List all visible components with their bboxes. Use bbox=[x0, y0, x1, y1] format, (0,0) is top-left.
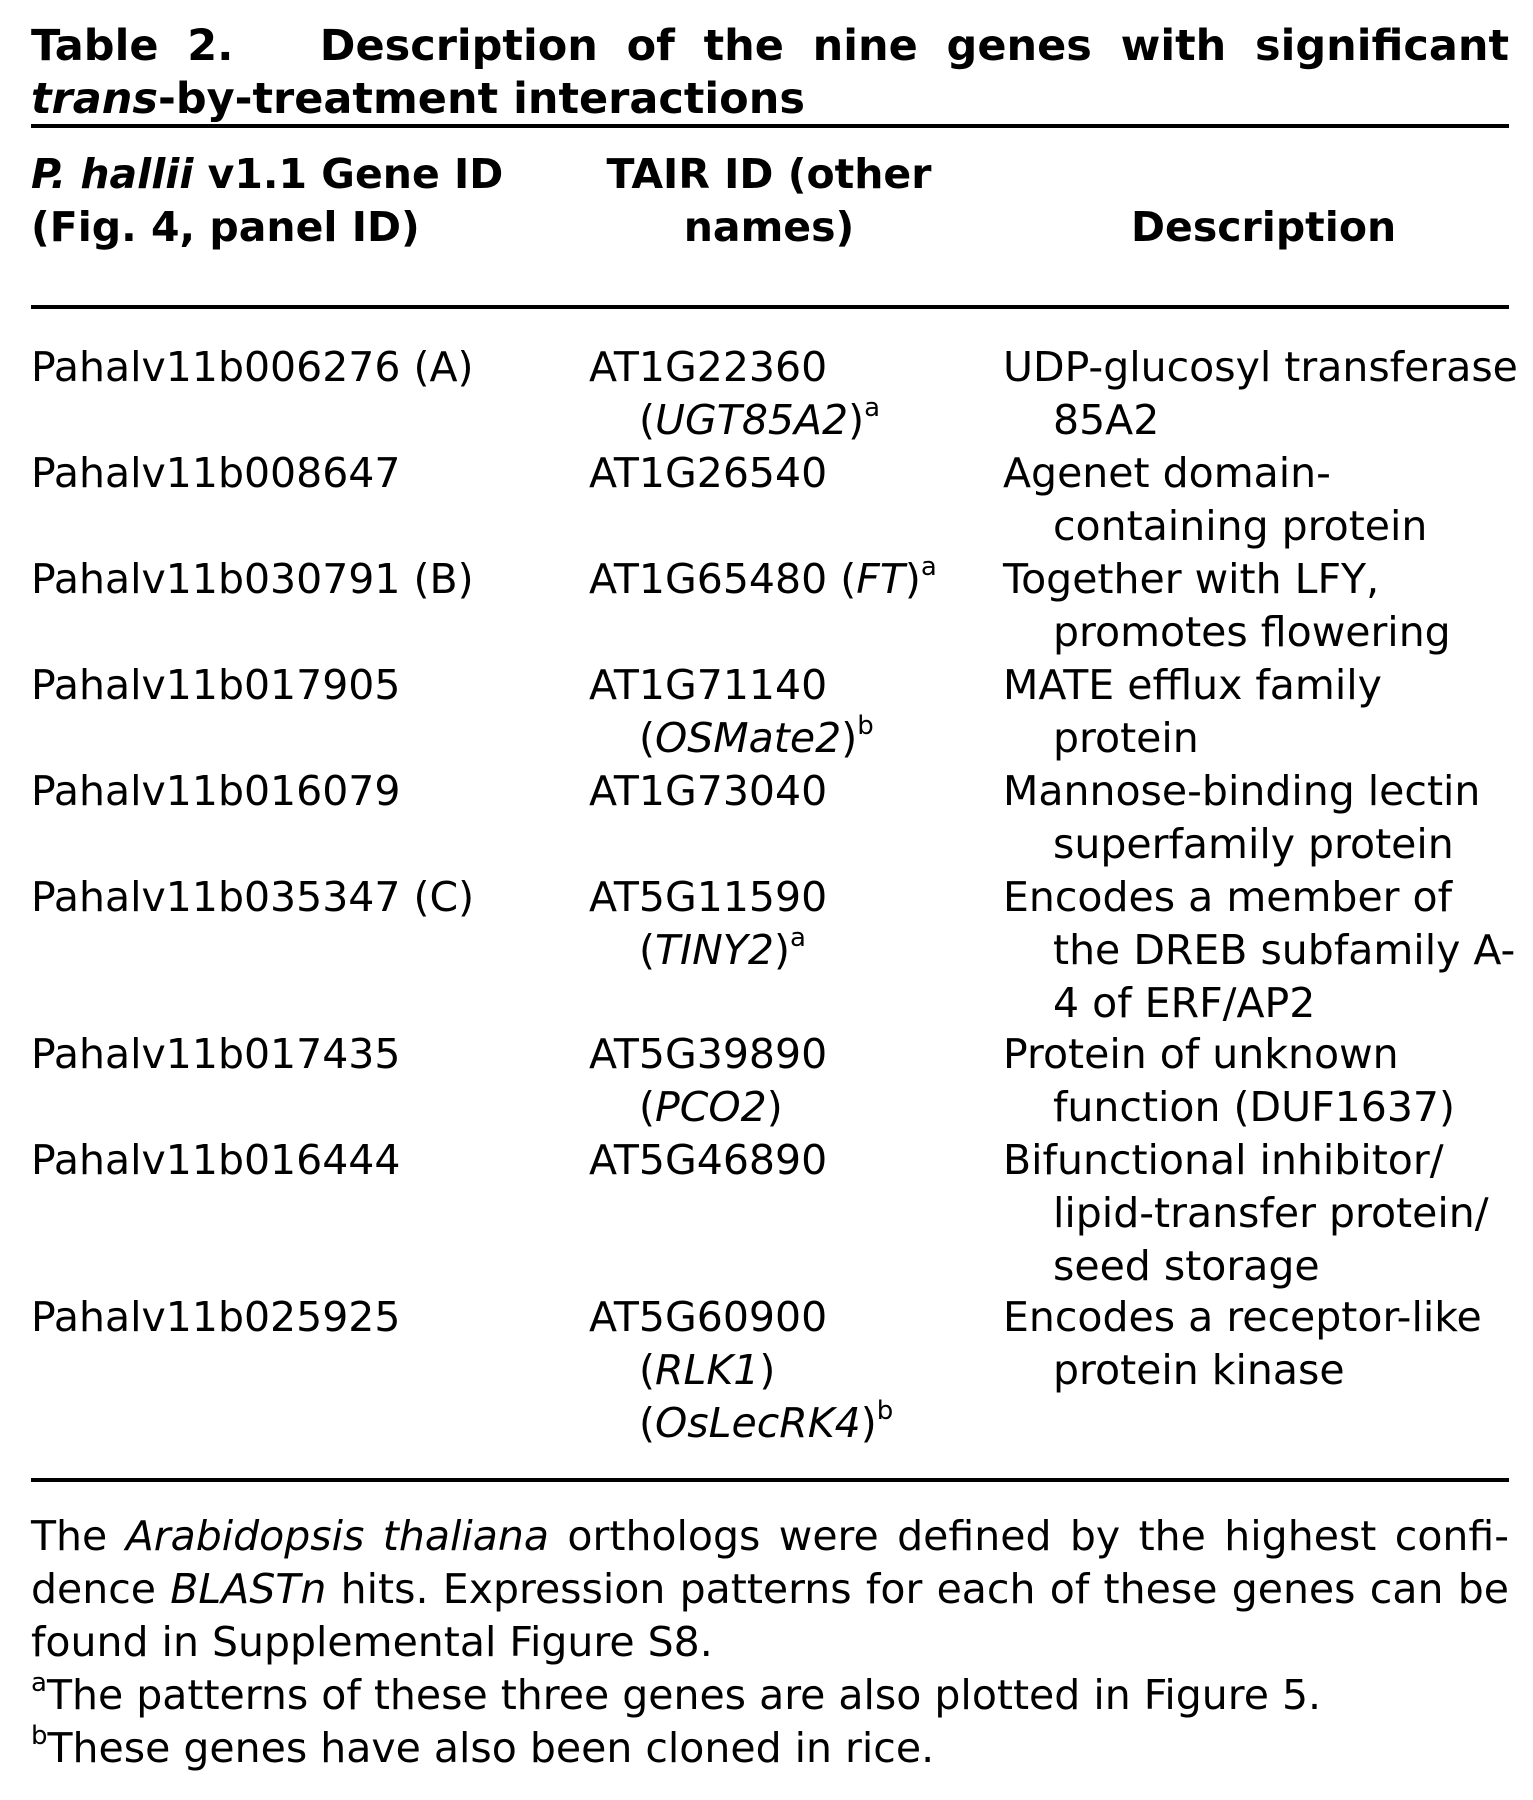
title-text: Description of the nine genes with significant bbox=[319, 21, 1509, 71]
header-species: P. hallii bbox=[31, 150, 194, 198]
tair-id: AT5G39890 bbox=[589, 1030, 828, 1078]
tair-id-cell bbox=[589, 1028, 827, 1134]
tair-alias: (OSMate2)$^b$ bbox=[639, 711, 874, 762]
tair-id-cell bbox=[589, 1134, 827, 1187]
tair-id: AT5G46890 bbox=[589, 1136, 828, 1184]
footnote-b-marker: b bbox=[31, 1721, 48, 1751]
header-tair-line2: names) bbox=[683, 203, 855, 251]
tair-id-cell bbox=[589, 871, 827, 977]
footnote-b: $^b$These genes have also been cloned in rice. bbox=[31, 1721, 935, 1772]
header-description: Description bbox=[1131, 203, 1397, 251]
header-gene-id-line2: (Fig. 4, panel ID) bbox=[31, 203, 420, 251]
description-cell: UDP-glucosyl transferase 85A2 bbox=[1003, 343, 1518, 444]
gene-id: Pahalv11b030791 (B) bbox=[31, 555, 474, 603]
gene-id: Pahalv11b035347 (C) bbox=[31, 873, 475, 921]
tair-id: AT1G22360 bbox=[589, 343, 828, 391]
gene-id: Pahalv11b025925 bbox=[31, 1293, 401, 1341]
footnote-main: The Arabidopsis thaliana orthologs were defined by the highest confi-dence BLASTn hits. Expression patterns for each of these genes can be found in Supplemental Figure S8. bbox=[31, 1512, 1510, 1666]
tair-alias: (PCO2) bbox=[639, 1083, 783, 1131]
tair-id: AT5G11590 bbox=[589, 873, 828, 921]
tair-id: AT1G71140 bbox=[589, 661, 828, 709]
tair-id-cell bbox=[589, 1291, 893, 1450]
table-title bbox=[31, 20, 1509, 126]
table-container bbox=[31, 20, 1518, 1772]
header-gene-id bbox=[31, 148, 503, 254]
bottom-rule bbox=[31, 1478, 1509, 1482]
description-cell: Protein of unknown function (DUF1637) bbox=[1003, 1030, 1456, 1131]
tair-id-cell bbox=[589, 659, 874, 765]
tair-id-cell bbox=[589, 765, 827, 818]
header-gene-id-line1: v1.1 Gene ID bbox=[193, 150, 504, 198]
header-tair-id bbox=[589, 148, 949, 254]
tair-id-cell bbox=[589, 341, 880, 447]
tair-alias: (RLK1) bbox=[639, 1346, 776, 1394]
description-cell: Agenet domain- containing protein bbox=[1003, 449, 1428, 550]
description-cell: MATE efflux family protein bbox=[1003, 661, 1382, 762]
table-label: Table 2. bbox=[31, 21, 234, 71]
tair-id: AT1G73040 bbox=[589, 767, 828, 815]
tair-id: AT1G26540 bbox=[589, 449, 828, 497]
gene-id: Pahalv11b006276 (A) bbox=[31, 343, 474, 391]
gene-id: Pahalv11b017905 bbox=[31, 661, 401, 709]
description-cell: Encodes a member of the DREB subfamily A- 4 of ERF/AP2 bbox=[1003, 873, 1516, 1027]
tair-id: AT5G60900 bbox=[589, 1293, 828, 1341]
footnote-a: $^a$The patterns of these three genes are also plotted in Figure 5. bbox=[31, 1668, 1322, 1719]
title-text-end: -by-treatment interactions bbox=[157, 74, 805, 124]
description-cell: Bifunctional inhibitor/ lipid-transfer protein/ seed storage bbox=[1003, 1136, 1489, 1290]
gene-id: Pahalv11b008647 bbox=[31, 449, 401, 497]
gene-id: Pahalv11b016444 bbox=[31, 1136, 401, 1184]
tair-id-cell bbox=[589, 447, 827, 500]
description-cell: Mannose-binding lectin superfamily protein bbox=[1003, 767, 1481, 868]
description-cell: Together with LFY, promotes flowering bbox=[1003, 555, 1451, 656]
header-tair-line1: TAIR ID (other bbox=[606, 150, 932, 198]
tair-id-cell bbox=[589, 553, 937, 606]
header-rule bbox=[31, 305, 1509, 309]
top-rule bbox=[31, 124, 1509, 128]
tair-id: AT1G65480 (FT)$^a$ bbox=[589, 552, 937, 603]
title-italic: trans bbox=[31, 74, 158, 124]
tair-alias-2: (OsLecRK4)$^b$ bbox=[639, 1396, 894, 1447]
tair-alias: $(UGT85A2)^a$ bbox=[639, 393, 881, 444]
gene-id: Pahalv11b017435 bbox=[31, 1030, 401, 1078]
gene-id: Pahalv11b016079 bbox=[31, 767, 401, 815]
footnote-a-marker: a bbox=[31, 1668, 47, 1698]
tair-alias: (TINY2)$^a$ bbox=[639, 923, 806, 974]
description-cell: Encodes a receptor-like protein kinase bbox=[1003, 1293, 1482, 1394]
